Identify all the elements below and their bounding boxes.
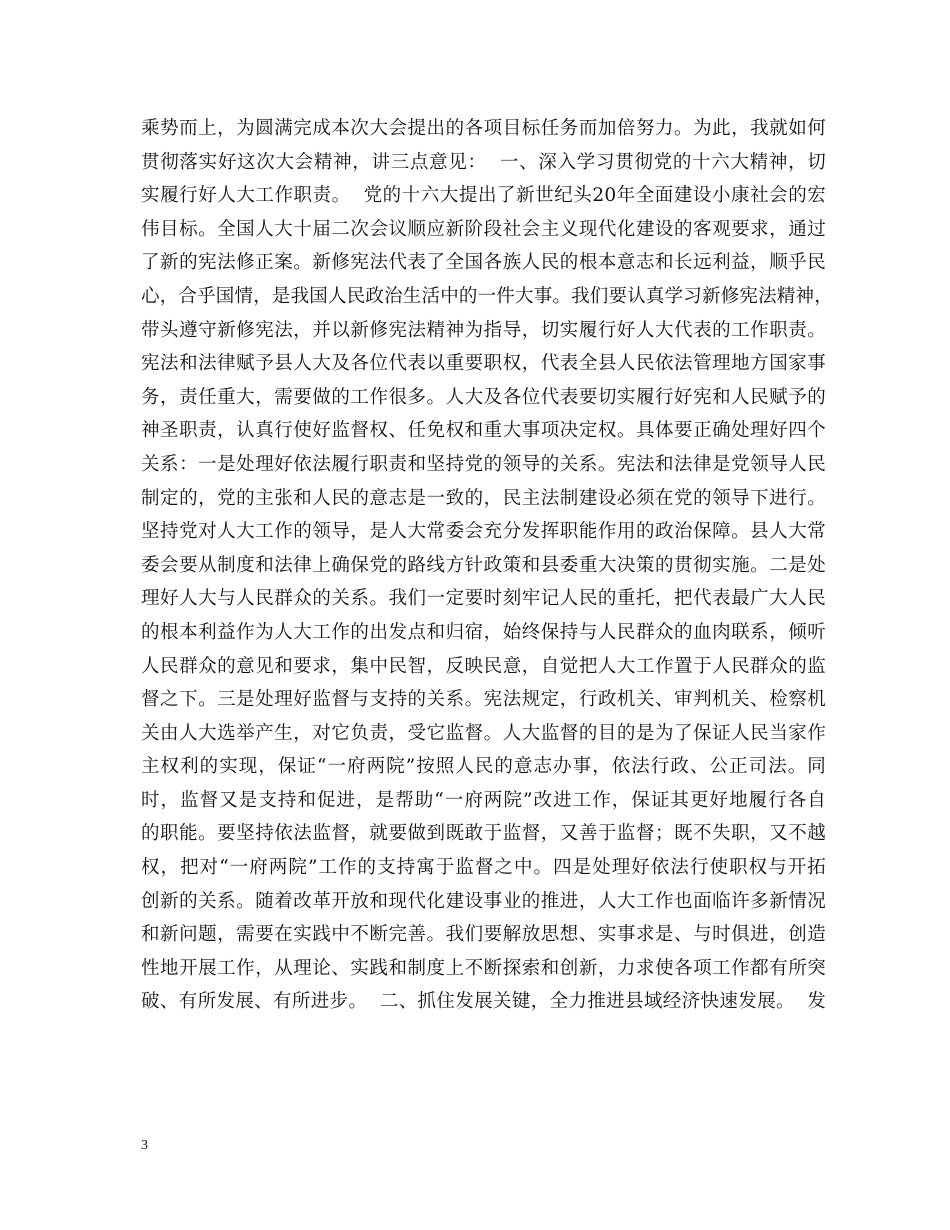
text-line: 创新的关系。随着改革开放和现代化建设事业的推进，人大工作也面临许多新情况 — [141, 890, 826, 912]
text-line: 了新的宪法修正案。新修宪法代表了全国各族人民的根本意志和长远利益，顺乎民 — [141, 252, 826, 274]
text-line: 督之下。三是处理好监督与支持的关系。宪法规定，行政机关、审判机关、检察机 — [141, 689, 826, 711]
text-line: 坚持党对人大工作的领导，是人大常委会充分发挥职能作用的政治保障。县人大常 — [141, 521, 826, 543]
text-line: 制定的，党的主张和人民的意志是一致的，民主法制建设必须在党的领导下进行。 — [141, 487, 826, 509]
text-line: 神圣职责，认真行使好监督权、任免权和重大事项决定权。具体要正确处理好四个 — [141, 420, 826, 442]
text-line: 破、有所发展、有所进步。 二、抓住发展关键，全力推进县域经济快速发展。 发 — [141, 991, 826, 1013]
text-line: 宪法和法律赋予县人大及各位代表以重要职权，代表全县人民依法管理地方国家事 — [141, 353, 826, 375]
text-line: 贯彻落实好这次大会精神，讲三点意见： 一、深入学习贯彻党的十六大精神，切 — [141, 151, 826, 173]
text-line: 心，合乎国情，是我国人民政治生活中的一件大事。我们要认真学习新修宪法精神， — [141, 285, 833, 307]
text-line: 带头遵守新修宪法，并以新修宪法精神为指导，切实履行好人大代表的工作职责。 — [141, 319, 826, 341]
text-line: 关系：一是处理好依法履行职责和坚持党的领导的关系。宪法和法律是党领导人民 — [141, 453, 826, 475]
text-line: 时，监督又是支持和促进，是帮助“一府两院”改进工作，保证其更好地履行各自 — [141, 789, 826, 811]
text-line: 主权利的实现，保证“一府两院”按照人民的意志办事，依法行政、公正司法。同 — [141, 756, 826, 778]
text-line: 关由人大选举产生，对它负责，受它监督。人大监督的目的是为了保证人民当家作 — [141, 722, 826, 744]
text-line: 伟目标。全国人大十届二次会议顺应新阶段社会主义现代化建设的客观要求，通过 — [141, 218, 826, 240]
text-line: 乘势而上，为圆满完成本次大会提出的各项目标任务而加倍努力。为此，我就如何 — [141, 118, 826, 139]
text-line: 委会要从制度和法律上确保党的路线方针政策和县委重大决策的贯彻实施。二是处 — [141, 554, 826, 576]
text-line: 理好人大与人民群众的关系。我们一定要时刻牢记人民的重托，把代表最广大人民 — [141, 588, 826, 610]
text-line: 的根本利益作为人大工作的出发点和归宿，始终保持与人民群众的血肉联系，倾听 — [141, 621, 826, 643]
text-line: 务，责任重大，需要做的工作很多。人大及各位代表要切实履行好宪和人民赋予的 — [141, 386, 826, 408]
body-text — [141, 112, 833, 1019]
text-line: 实履行好人大工作职责。 党的十六大提出了新世纪头20年全面建设小康社会的宏 — [141, 185, 826, 207]
text-line: 和新问题，需要在实践中不断完善。我们要解放思想、实事求是、与时俱进，创造 — [141, 924, 826, 946]
text-line: 人民群众的意见和要求，集中民智，反映民意，自觉把人大工作置于人民群众的监 — [141, 655, 826, 677]
text-line: 性地开展工作，从理论、实践和制度上不断探索和创新，力求使各项工作都有所突 — [141, 957, 826, 979]
text-line: 权，把对“一府两院”工作的支持寓于监督之中。四是处理好依法行使职权与开拓 — [141, 857, 826, 879]
page-number: 3 — [141, 1138, 148, 1153]
text-line: 的职能。要坚持依法监督，就要做到既敢于监督，又善于监督；既不失职，又不越 — [141, 823, 826, 845]
